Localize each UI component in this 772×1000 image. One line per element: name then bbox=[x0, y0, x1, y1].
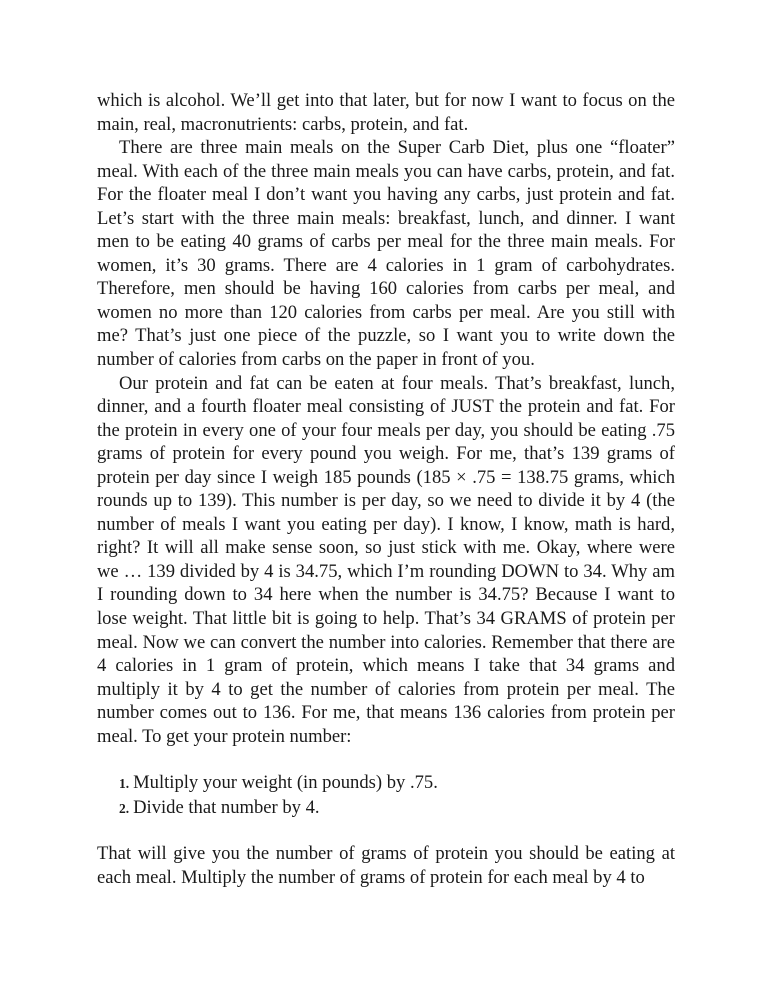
paragraph-closing: That will give you the number of grams of protein you should be eating at each meal. Multiply the number of grams of protein for each meal by 4 to bbox=[97, 843, 675, 888]
paragraph-protein: Our protein and fat can be eaten at four meals. That’s breakfast, lunch, dinner, and a fourth floater meal consisting of JUST the protein and fat. For the protein in every one of your four meals per day, you should be eating .75 grams of protein for every pound you weigh. For me, that’s 139 grams of protein per day since I weigh 185 pounds (185 × .75 = 138.75 grams, which rounds up to 139). This number is per day, so we need to divide it by 4 (the number of meals I want you eating per day). I know, I know, math is hard, right? It will all make sense soon, so just stick with me. Okay, where were we … 139 divided by 4 is 34.75, which I’m rounding DOWN to 34. Why am I rounding down to 34 here when the number is 34.75? Because I want to lose weight. That little bit is going to help. That’s 34 GRAMS of protein per meal. Now we can convert the number into calories. Remember that there are 4 calories in 1 gram of protein, which means I take that 34 grams and multiply it by 4 to get the number of calories from protein per meal. The number comes out to 136. For me, that means 136 calories from protein per meal. To get your protein number: bbox=[97, 372, 675, 747]
step-text: Multiply your weight (in pounds) by .75. bbox=[133, 772, 438, 794]
protein-steps-list bbox=[97, 771, 675, 820]
step-number: 1. bbox=[119, 776, 130, 792]
step-text: Divide that number by 4. bbox=[133, 796, 320, 818]
paragraph-alcohol-continuation: which is alcohol. We’ll get into that later, but for now I want to focus on the main, real, macronutrients: carbs, protein, and fat. bbox=[97, 90, 675, 135]
book-page bbox=[97, 89, 675, 890]
paragraph-carbs: There are three main meals on the Super Carb Diet, plus one “floater” meal. With each of the three main meals you can have carbs, protein, and fat. For the floater meal I don’t want you having any carbs, just protein and fat. Let’s start with the three main meals: breakfast, lunch, and dinner. I want men to be eating 40 grams of carbs per meal for the three main meals. For women, it’s 30 grams. There are 4 calories in 1 gram of carbohydrates. Therefore, men should be having 160 calories from carbs per meal, and women no more than 120 calories from carbs per meal. Are you still with me? That’s just one piece of the puzzle, so I want you to write down the number of calories from carbs on the paper in front of you. bbox=[97, 137, 675, 371]
list-item bbox=[119, 796, 675, 821]
list-item bbox=[119, 771, 675, 796]
step-number: 2. bbox=[119, 800, 130, 816]
